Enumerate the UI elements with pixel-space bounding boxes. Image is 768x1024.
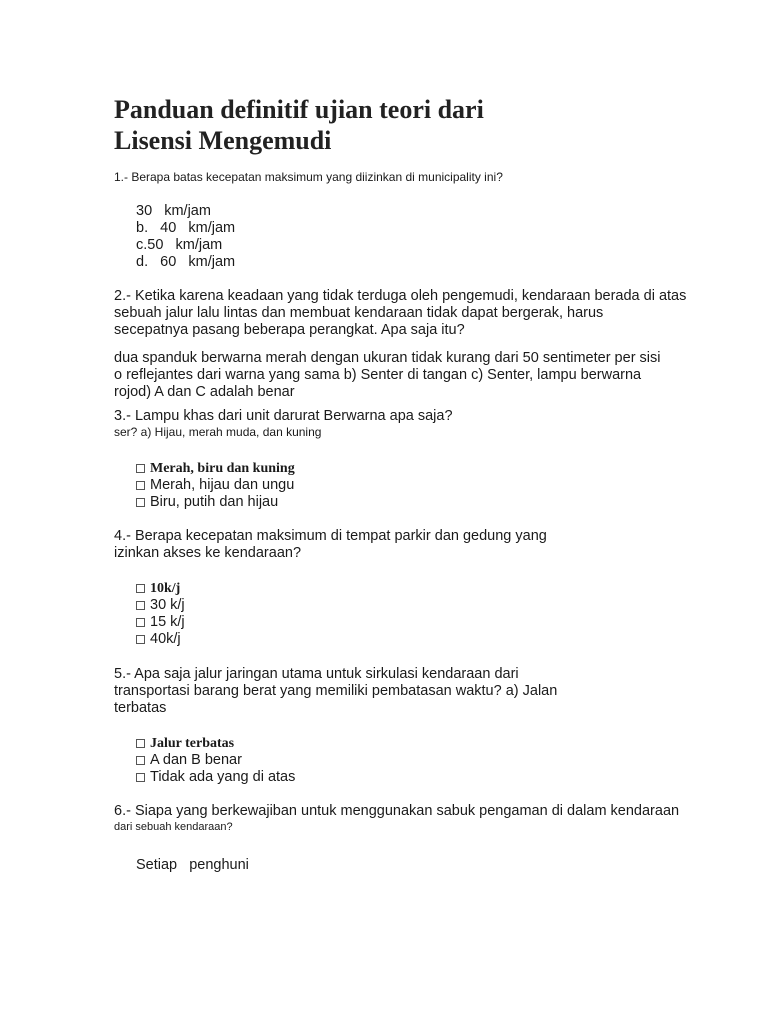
option-4a: 10k/j [136, 580, 714, 597]
question-2-line-1: 2.- Ketika karena keadaan yang tidak terduga oleh pengemudi, kendaraan berada di atas [114, 288, 687, 304]
checkbox-icon [136, 584, 145, 593]
title-line-2: Lisensi Mengemudi [114, 126, 332, 155]
checkbox-icon [136, 739, 145, 748]
question-3-sub: ser? a) Hijau, merah muda, dan kuning [114, 425, 322, 439]
option-4d: 40k/j [136, 631, 714, 648]
answer-2-line-1: dua spanduk berwarna merah dengan ukuran tidak kurang dari 50 sentimeter per sisi [114, 350, 661, 366]
question-2-line-2: sebuah jalur lalu lintas dan membuat kendaraan tidak dapat bergerak, harus [114, 305, 604, 321]
option-5a: Jalur terbatas [136, 735, 714, 752]
checkbox-icon [136, 773, 145, 782]
document-page [114, 94, 714, 874]
option-4b: 30 k/j [136, 597, 714, 614]
checkbox-icon [136, 601, 145, 610]
question-4-line-1: 4.- Berapa kecepatan maksimum di tempat parkir dan gedung yang [114, 528, 547, 544]
answer-2-line-3: rojod) A dan C adalah benar [114, 384, 295, 400]
question-2-line-3: secepatnya pasang beberapa perangkat. Apa saja itu? [114, 322, 465, 338]
title-line-1: Panduan definitif ujian teori dari [114, 95, 484, 124]
option-1a: 30 km/jam [136, 203, 211, 219]
document-title [114, 94, 714, 156]
question-5-line-3: terbatas [114, 700, 167, 716]
question-5-line-1: 5.- Apa saja jalur jaringan utama untuk sirkulasi kendaraan dari [114, 666, 519, 682]
question-5-options [136, 735, 714, 786]
checkbox-icon [136, 481, 145, 490]
question-1: 1.- Berapa batas kecepatan maksimum yang diizinkan di municipality ini? [114, 170, 503, 184]
checkbox-icon [136, 756, 145, 765]
checkbox-icon [136, 618, 145, 627]
question-4-line-2: izinkan akses ke kendaraan? [114, 545, 302, 561]
question-5-line-2: transportasi barang berat yang memiliki pembatasan waktu? a) Jalan [114, 683, 558, 699]
question-6: 6.- Siapa yang berkewajiban untuk menggunakan sabuk pengaman di dalam kendaraan [114, 803, 680, 819]
question-4 [114, 528, 714, 562]
question-6-sub: dari sebuah kendaraan? [114, 821, 233, 833]
option-3b: Merah, hijau dan ungu [136, 477, 714, 494]
checkbox-icon [136, 464, 145, 473]
option-3c: Biru, putih dan hijau [136, 494, 714, 511]
option-3a: Merah, biru dan kuning [136, 460, 714, 477]
question-4-options [136, 580, 714, 648]
question-2 [114, 288, 714, 339]
option-1d: d. 60 km/jam [136, 254, 236, 270]
question-1-options [136, 203, 714, 271]
checkbox-icon [136, 498, 145, 507]
answer-2-line-2: o reflejantes dari warna yang sama b) Senter di tangan c) Senter, lampu berwarna [114, 367, 642, 383]
option-1b: b. 40 km/jam [136, 220, 236, 236]
option-5b: A dan B benar [136, 752, 714, 769]
checkbox-icon [136, 635, 145, 644]
answer-6: Setiap penghuni [136, 857, 249, 873]
option-5c: Tidak ada yang di atas [136, 769, 714, 786]
option-1c: c.50 km/jam [136, 237, 223, 253]
option-4c: 15 k/j [136, 614, 714, 631]
question-3-options [136, 460, 714, 511]
question-3: 3.- Lampu khas dari unit darurat Berwarna apa saja? [114, 408, 453, 424]
question-5 [114, 666, 714, 717]
answer-2 [114, 350, 714, 401]
